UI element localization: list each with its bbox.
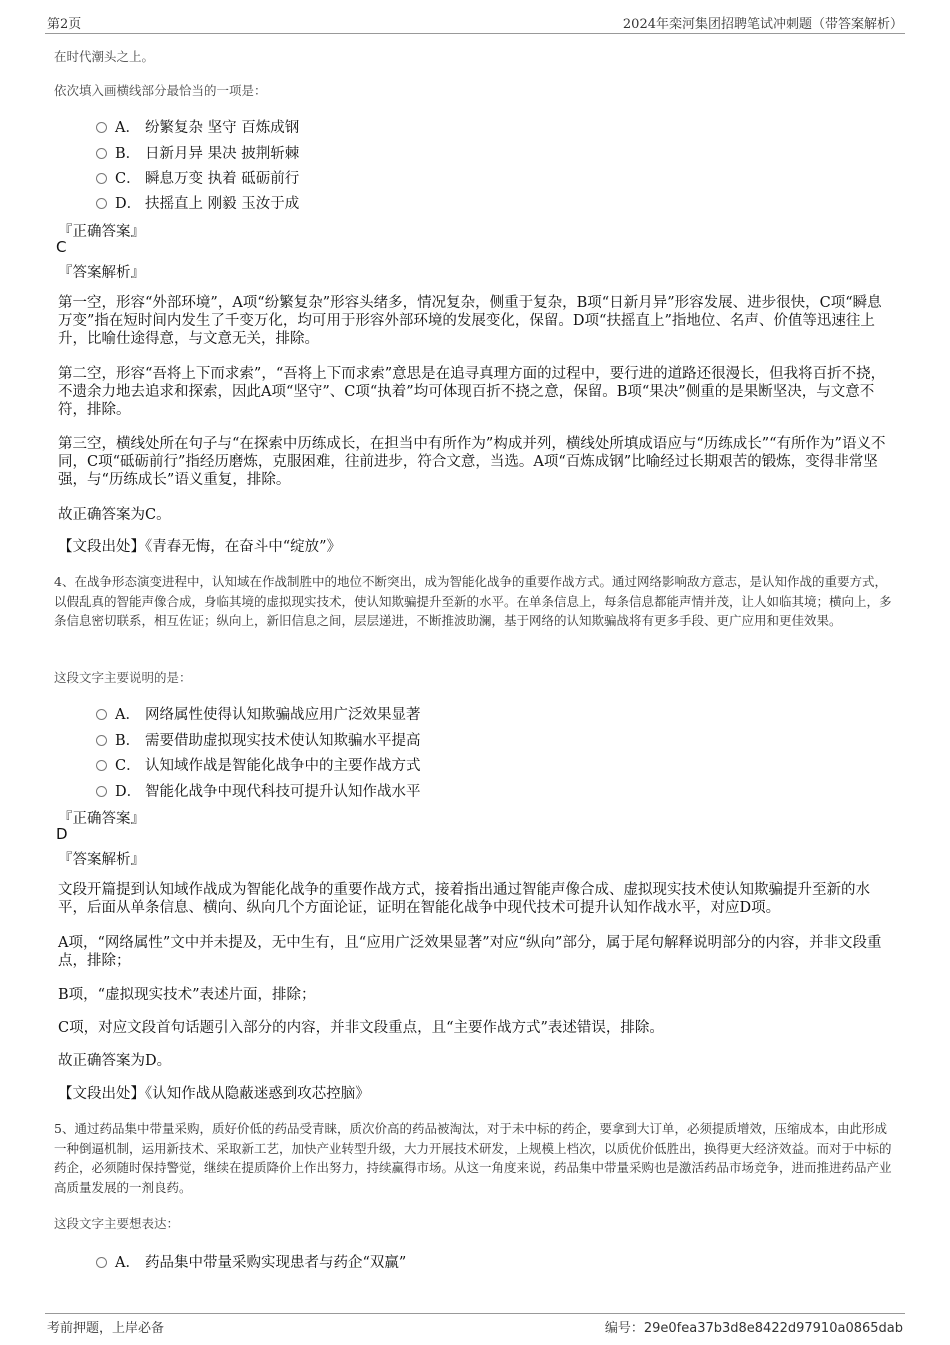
radio-icon[interactable]	[96, 735, 107, 746]
q3-source: 【文段出处】《青春无悔，在奋斗中“绽放”》	[58, 539, 342, 555]
radio-icon[interactable]	[96, 148, 107, 159]
q4-prompt: 这段文字主要说明的是：	[54, 670, 192, 685]
q4-analysis-label: 『答案解析』	[58, 852, 145, 868]
radio-icon[interactable]	[96, 760, 107, 771]
q4-analysis-para-4: C项，对应文段首句话题引入部分的内容，并非文段重点，且“主要作战方式”表述错误，排除。	[58, 1020, 664, 1036]
q3-option-a[interactable]: A． 纷繁复杂 坚守 百炼成钢	[96, 116, 299, 137]
q4-analysis-conclusion: 故正确答案为D。	[58, 1053, 172, 1069]
q3-option-d[interactable]: D． 扶摇直上 刚毅 玉汝于成	[96, 192, 299, 213]
document-code: 29e0fea37b3d8e8422d97910a0865dab	[643, 1321, 903, 1336]
footer-slogan: 考前押题，上岸必备	[47, 1321, 165, 1336]
radio-icon[interactable]	[96, 122, 107, 133]
q3-analysis-para-1: 第一空，形容“外部环境”，A项“纷繁复杂”形容头绪多，情况复杂，侧重于复杂，B项“日新月异”形容发展、进步很快，C项“瞬息万变”指在短时间内发生了千变万化，均可用于形容外部环境的发展变化，保留。D项“扶摇直上”指地位、名声、价值等迅速往上升，比喻仕途得意，与文意无关，排除。	[58, 295, 882, 347]
q4-text: 4、在战争形态演变进程中，认知域在作战制胜中的地位不断突出，成为智能化战争的重要作战方式。通过网络影响敌方意志，是认知作战的重要方式，以假乱真的智能声像合成，身临其境的虚拟现实技术，使认知欺骗提升至新的水平。在单条信息上，每条信息都能声情并茂，让人如临其境；横向上，多条信息密切联系，相互佐证；纵向上，新旧信息之间，层层递进，不断推波助澜，基于网络的认知欺骗战将有更多手段、更广应用和更佳效果。	[54, 574, 892, 628]
radio-icon[interactable]	[96, 198, 107, 209]
page-header	[45, 13, 905, 34]
q3-analysis-para-3: 第三空，横线处所在句子与“在探索中历练成长，在担当中有所作为”构成并列，横线处所填成语应与“历练成长”“有所作为”语义不同，C项“砥砺前行”指经历磨炼，克服困难，往前进步，符合文意，当选。A项“百炼成钢”比喻经过长期艰苦的锻炼，变得非常坚强，与“历练成长”语义重复，排除。	[58, 436, 886, 488]
q4-answer-label: 『正确答案』	[58, 811, 145, 827]
q4-option-c[interactable]: C． 认知域作战是智能化战争中的主要作战方式	[96, 754, 421, 775]
q4-analysis-para-1: 文段开篇提到认知域作战成为智能化战争的重要作战方式，接着指出通过智能声像合成、虚拟现实技术使认知欺骗提升至新的水平，后面从单条信息、横向、纵向几个方面论证，证明在智能化战争中现代技术可提升认知作战水平，对应D项。	[58, 882, 870, 916]
q3-prompt: 依次填入画横线部分最恰当的一项是：	[54, 83, 267, 98]
q3-option-b[interactable]: B． 日新月异 果决 披荆斩棘	[96, 142, 299, 163]
radio-icon[interactable]	[96, 709, 107, 720]
footer-code: 编号：29e0fea37b3d8e8422d97910a0865dab	[604, 1321, 903, 1336]
page-number: 第2页	[47, 17, 82, 32]
q4-analysis-para-2: A项，“网络属性”文中并未提及，无中生有，且“应用广泛效果显著”对应“纵向”部分，属于尾句解释说明部分的内容，并非文段重点，排除；	[58, 935, 882, 969]
q4-option-d[interactable]: D． 智能化战争中现代科技可提升认知作战水平	[96, 780, 421, 801]
q5-prompt: 这段文字主要想表达：	[54, 1216, 180, 1231]
q5-text: 5、通过药品集中带量采购，质好价低的药品受青睐，质次价高的药品被淘汰，对于未中标的药企，要拿到大订单，必须提质增效，压缩成本，由此形成一种倒逼机制，运用新技术、采取新工艺，加快产业转型升级，大力开展技术研发，上规模上档次，以质优价低胜出，换得更大经济效益。而对于中标的药企，必须随时保持警觉，继续在提质降价上作出努力，持续赢得市场。从这一角度来说，药品集中带量采购也是激活药品市场竞争，进而推进药品产业高质量发展的一剂良药。	[54, 1121, 892, 1195]
radio-icon[interactable]	[96, 1257, 107, 1268]
q3-option-c[interactable]: C． 瞬息万变 执着 砥砺前行	[96, 167, 299, 188]
radio-icon[interactable]	[96, 786, 107, 797]
q3-answer: C	[56, 238, 67, 256]
q4-option-a[interactable]: A． 网络属性使得认知欺骗战应用广泛效果显著	[96, 703, 421, 724]
q3-analysis-para-2: 第二空，形容“吾将上下而求索”，“吾将上下而求索”意思是在追寻真理方面的过程中，要行进的道路还很漫长，但我将百折不挠，不遗余力地去追求和探索，因此A项“坚守”、C项“执着”均可体现百折不挠之意，保留。B项“果决”侧重的是果断坚决，与文意不符，排除。	[58, 366, 886, 418]
radio-icon[interactable]	[96, 173, 107, 184]
document-title: 2024年栾河集团招聘笔试冲刺题（带答案解析）	[622, 17, 903, 32]
q4-source: 【文段出处】《认知作战从隐蔽迷惑到攻芯控脑》	[58, 1086, 370, 1102]
q4-answer: D	[56, 825, 68, 843]
q3-analysis-conclusion: 故正确答案为C。	[58, 507, 171, 523]
q3-tail-text: 在时代潮头之上。	[54, 49, 155, 64]
page-footer	[45, 1313, 905, 1334]
q4-option-b[interactable]: B． 需要借助虚拟现实技术使认知欺骗水平提高	[96, 729, 421, 750]
q3-analysis-label: 『答案解析』	[58, 265, 145, 281]
q4-analysis-para-3: B项，“虚拟现实技术”表述片面，排除；	[58, 987, 316, 1003]
q3-answer-label: 『正确答案』	[58, 224, 145, 240]
q5-option-a[interactable]: A． 药品集中带量采购实现患者与药企“双赢”	[96, 1251, 406, 1272]
